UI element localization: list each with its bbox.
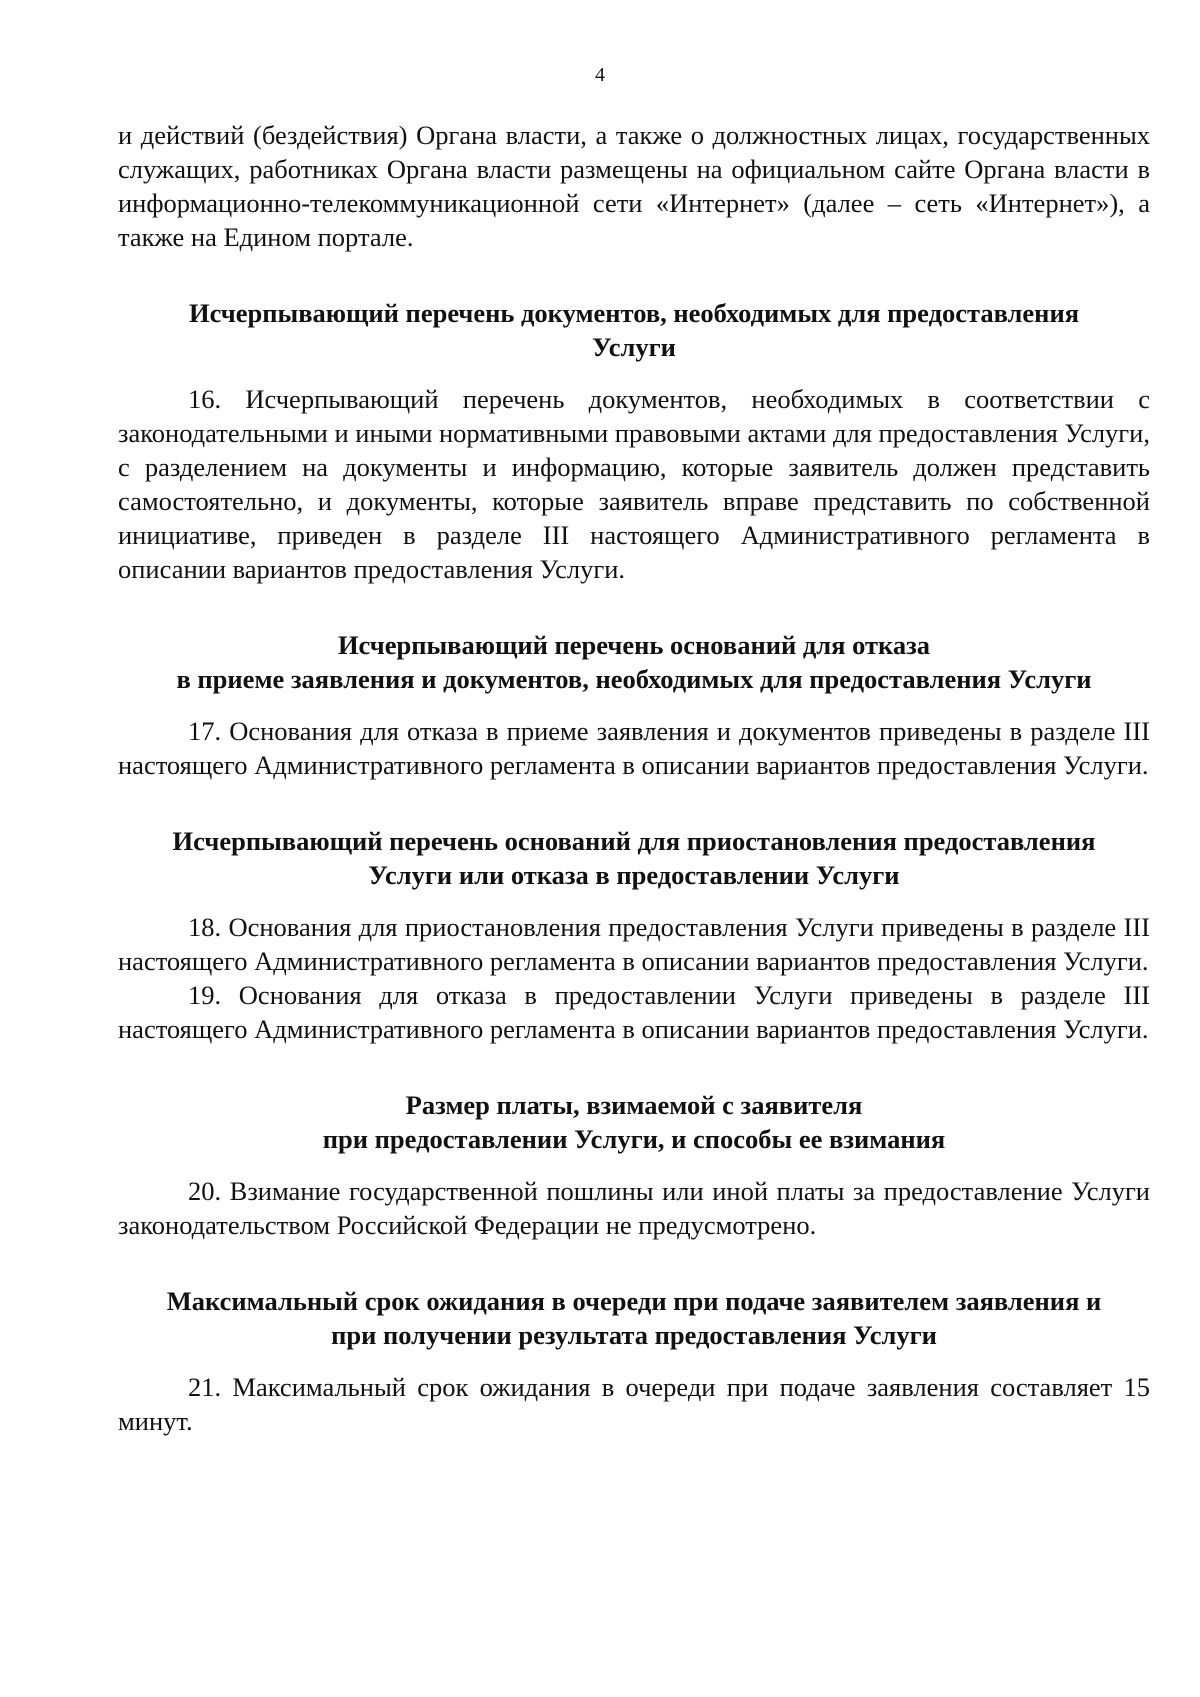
document-body	[118, 118, 1150, 1438]
heading-line: при предоставлении Услуги, и способы ее взимания	[322, 1124, 946, 1154]
heading-line: Исчерпывающий перечень оснований для приостановления предоставления	[172, 826, 1096, 856]
paragraph-18: 18. Основания для приостановления предоставления Услуги приведены в разделе III настоящего Административного регламента в описании вариантов предоставления Услуги.	[118, 912, 1150, 976]
paragraph-21: 21. Максимальный срок ожидания в очереди при подаче заявления составляет 15 минут.	[118, 1372, 1150, 1436]
section-heading-required-documents	[118, 296, 1150, 364]
paragraph-16: 16. Исчерпывающий перечень документов, необходимых в соответствии с законодательными и иными нормативными правовыми актами для предоставления Услуги, с разделением на документы и информацию, которые заявитель должен представить самостоятельно, и документы, которые заявитель вправе представить по собственной инициативе, приведен в разделе III настоящего Административного регламента в описании вариантов предоставления Услуги.	[118, 384, 1150, 584]
section-heading-fee	[118, 1088, 1150, 1156]
heading-line: Исчерпывающий перечень оснований для отказа	[337, 630, 931, 660]
heading-line: Размер платы, взимаемой с заявителя	[405, 1090, 863, 1120]
heading-line: Исчерпывающий перечень документов, необходимых для предоставления	[188, 298, 1080, 328]
heading-line: Услуги	[592, 332, 676, 362]
heading-line: в приеме заявления и документов, необходимых для предоставления Услуги	[176, 664, 1092, 694]
intro-paragraph: и действий (бездействия) Органа власти, а также о должностных лицах, государственных служащих, работниках Органа власти размещены на официальном сайте Органа власти в информационно-телекоммуникационной сети «Интернет» (далее – сеть «Интернет»), а также на Едином портале.	[118, 120, 1150, 252]
section-heading-queue-time	[118, 1284, 1150, 1352]
paragraph-20: 20. Взимание государственной пошлины или иной платы за предоставление Услуги законодательством Российской Федерации не предусмотрено.	[118, 1176, 1150, 1240]
page-number: 4	[595, 64, 605, 86]
paragraph-17: 17. Основания для отказа в приеме заявления и документов приведены в разделе III настоящего Административного регламента в описании вариантов предоставления Услуги.	[118, 716, 1150, 780]
heading-line: Максимальный срок ожидания в очереди при подаче заявителем заявления и	[166, 1286, 1102, 1316]
heading-line: Услуги или отказа в предоставлении Услуги	[368, 860, 900, 890]
section-heading-refusal-acceptance	[118, 628, 1150, 696]
section-heading-suspension-refusal	[118, 824, 1150, 892]
heading-line: при получении результата предоставления Услуги	[331, 1320, 937, 1350]
paragraph-19: 19. Основания для отказа в предоставлении Услуги приведены в разделе III настоящего Административного регламента в описании вариантов предоставления Услуги.	[118, 980, 1150, 1044]
